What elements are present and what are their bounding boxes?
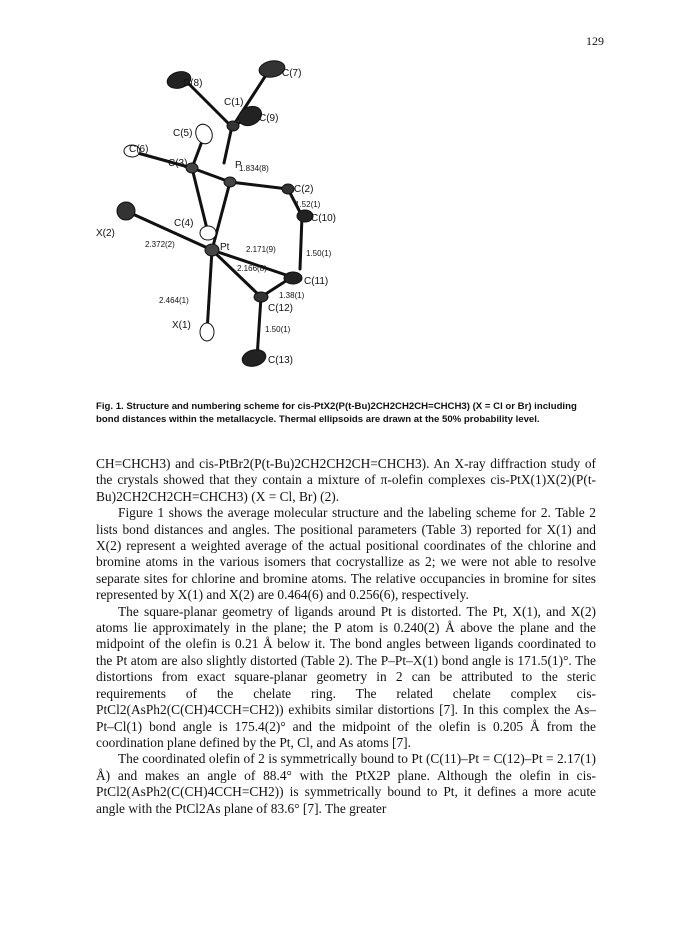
atom-pt xyxy=(205,244,219,256)
atom-c13 xyxy=(240,347,267,369)
paragraph: The square-planar geometry of ligands around Pt is distorted. The Pt, X(1), and X(2) atoms lie approximately in the plane; the P atom is 0.240(2) Å above the plane and the midpoint of the olefin is 0.21 Å below it. The bond angles between ligands coordinated to the Pt atom are also slightly distorted (Table 2). The P–Pt–X(1) bond angle is 171.5(1)°. The distortions from exact square-planar geometry in 2 can be attributed to the steric requirements of the chelate ring. The related chelate complex cis-PtCl2(AsPh2(C(CH)4CCH=CH2)) exhibits similar distortions [7]. In this complex the As–Pt–Cl(1) bond angle is 175.4(2)° and the midpoint of the olefin is 0.205 Å from the coordination plane defined by the Pt, Cl, and As atoms [7]. xyxy=(96,603,596,750)
atom-c11 xyxy=(284,272,302,284)
label-p: P xyxy=(235,160,242,171)
dist-c2-c10: 1.52(1) xyxy=(295,200,321,209)
atom-x2 xyxy=(117,202,135,220)
label-c5: C(5) xyxy=(173,128,193,139)
label-c7: C(7) xyxy=(282,68,302,79)
molecular-structure-figure xyxy=(96,56,446,378)
atom-c5 xyxy=(193,122,215,146)
label-c11: C(11) xyxy=(304,276,329,287)
label-x2: X(2) xyxy=(96,228,115,239)
page-number: 129 xyxy=(586,34,604,48)
label-pt: Pt xyxy=(220,242,230,253)
dist-pt-x2: 2.372(2) xyxy=(145,240,175,249)
dist-pt-p: 2.171(9) xyxy=(246,245,276,254)
dist-c11-c12: 1.38(1) xyxy=(279,291,305,300)
atom-c2 xyxy=(282,184,294,194)
label-x1: X(1) xyxy=(172,320,191,331)
dist-p-c2: 1.834(8) xyxy=(239,164,269,173)
paragraph: Figure 1 shows the average molecular structure and the labeling scheme for 2. Table 2 lists bond distances and angles. The positional parameters (Table 3) reported for X(1) and X(2) represent a weighted average of the actual positional coordinates of the chlorine and bromine atoms in the various isomers that cocrystallize as 2; we were not able to resolve separate sites for chlorine and bromine atoms. The relative occupancies in bromine for sites represented by X(1) and X(2) are 0.464(6) and 0.256(6), respectively. xyxy=(96,505,596,603)
label-c12: C(12) xyxy=(268,303,294,314)
dist-c10-c11: 1.50(1) xyxy=(306,249,332,258)
figure-caption: Fig. 1. Structure and numbering scheme for cis-PtX2(P(t-Bu)2CH2CH2CH=CHCH3) (X = Cl or Br) including bond distances within the metallacycle. Thermal ellipsoids are drawn at the 50% probability level. xyxy=(96,401,577,425)
dist-pt-x1: 2.464(1) xyxy=(159,296,189,305)
dist-c12-c13: 1.50(1) xyxy=(265,325,291,334)
label-c9: C(9) xyxy=(259,113,279,124)
label-c2: C(2) xyxy=(294,184,314,195)
atom-c1 xyxy=(227,121,239,131)
atom-c4 xyxy=(200,226,216,240)
label-c3: C(3) xyxy=(168,158,188,169)
label-c6: C(6) xyxy=(129,144,149,155)
ortep-diagram xyxy=(96,56,446,378)
label-c10: C(10) xyxy=(311,213,337,224)
dist-pt-c11: 2.166(8) xyxy=(237,264,267,273)
atom-p xyxy=(224,177,236,187)
label-c1: C(1) xyxy=(224,97,244,108)
label-c13: C(13) xyxy=(268,355,294,366)
atom-c12 xyxy=(254,292,268,302)
label-c8: C(8) xyxy=(183,78,203,89)
label-c4: C(4) xyxy=(174,218,194,229)
paragraph: CH=CHCH3) and cis-PtBr2(P(t-Bu)2CH2CH2CH=CHCH3). An X-ray diffraction study of the crystals showed that they contain a mixture of π-olefin complexes cis-PtX(1)X(2)(P(t-Bu)2CH2CH2CH=CHCH3) (X = Cl, Br) (2). xyxy=(96,456,596,504)
atom-c3 xyxy=(186,163,198,173)
body-text xyxy=(96,456,596,817)
paragraph: The coordinated olefin of 2 is symmetrically bound to Pt (C(11)–Pt = C(12)–Pt = 2.17(1) Å) and makes an angle of 88.4° with the PtX2P plane. Although the olefin in cis-PtCl2(AsPh2(C(CH)4CCH=CH2)) is symmetrically bound to Pt, it defines a more acute angle with the PtCl2As plane of 83.6° [7]. The greater xyxy=(96,751,596,816)
atom-x1 xyxy=(200,323,214,341)
atom-ellipsoids xyxy=(117,59,313,369)
